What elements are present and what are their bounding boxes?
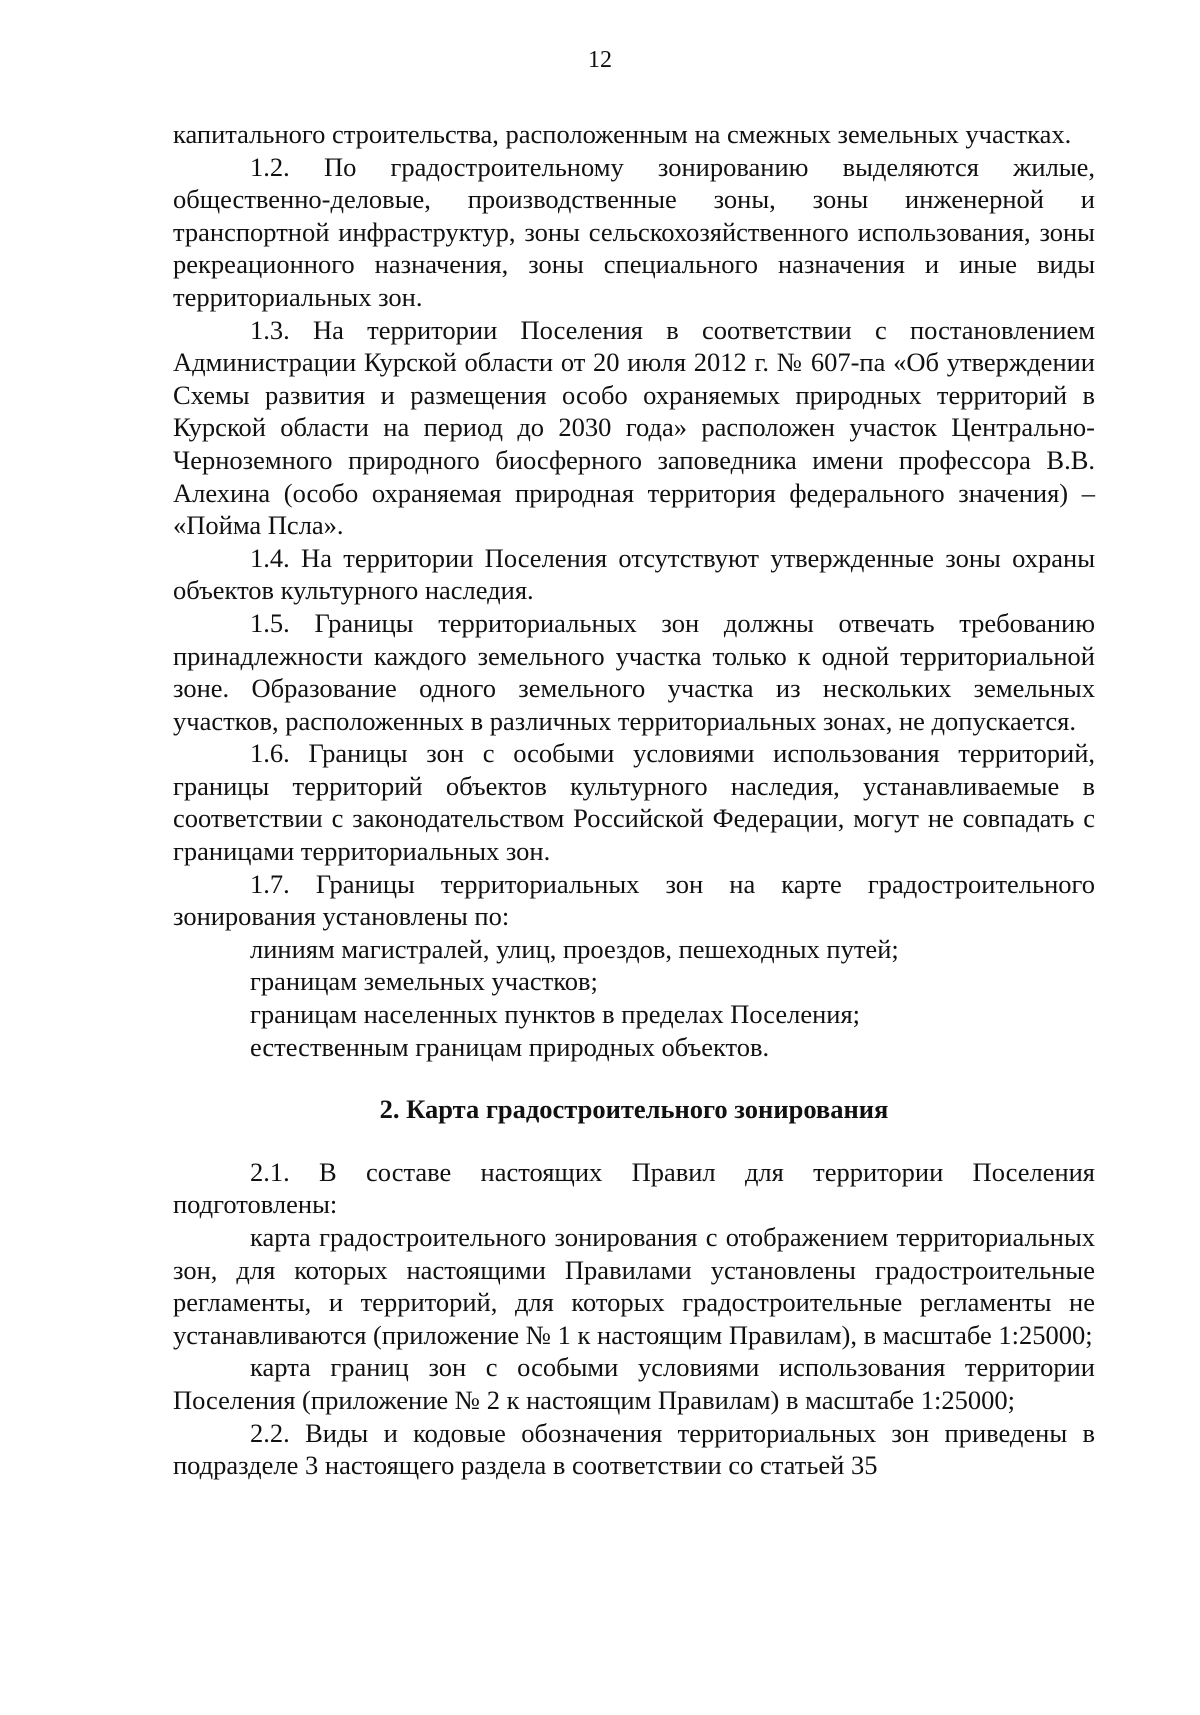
list-item: границам населенных пунктов в пределах Поселения; <box>250 999 861 1030</box>
document-body <box>173 118 1095 1482</box>
paragraph-1-4: 1.4. На территории Поселения отсутствуют утвержденные зоны охраны объектов культурного наследия. <box>173 542 1095 606</box>
paragraph-continuation: капитального строительства, расположенным на смежных земельных участках. <box>173 119 1072 149</box>
list-item: границам земельных участков; <box>250 966 598 997</box>
paragraph-1-7: 1.7. Границы территориальных зон на карте градостроительного зонирования установлены по: <box>173 868 1095 932</box>
paragraph-2-1: 2.1. В составе настоящих Правил для территории Поселения подготовлены: <box>173 1156 1095 1220</box>
paragraph-2-2: 2.2. Виды и кодовые обозначения территориальных зон приведены в подразделе 3 настоящего раздела в соответствии со статьей 35 <box>173 1417 1095 1481</box>
page-number: 12 <box>588 47 612 73</box>
section-heading: 2. Карта градостроительного зонирования <box>379 1094 889 1125</box>
paragraph-1-2: 1.2. По градостроительному зонированию выделяются жилые, общественно-деловые, производственные зоны, зоны инженерной и транспортной инфраструктур, зоны сельскохозяйственного использования, зоны рекреационного назначения, зоны специального назначения и иные виды территориальных зон. <box>173 151 1095 312</box>
paragraph-map-zones: карта границ зон с особыми условиями использования территории Поселения (приложение № 2 к настоящим Правилам) в масштабе 1:25000; <box>173 1352 1095 1415</box>
paragraph-1-3: 1.3. На территории Поселения в соответствии с постановлением Администрации Курской области от 20 июля 2012 г. № 607-па «Об утверждении Схемы развития и размещения особо охраняемых природных территорий в Курской области на период до 2030 года» расположен участок Центрально-Черноземного природного биосферного заповедника имени профессора В.В. Алехина (особо охраняемая природная территория федерального значения) – «Пойма Псла». <box>173 314 1095 541</box>
list-item: естественным границам природных объектов. <box>250 1031 770 1062</box>
paragraph-map-zoning: карта градостроительного зонирования с отображением территориальных зон, для которых настоящими Правилами установлены градостроительные регламенты, и территорий, для которых градостроительные регламенты не устанавливаются (приложение № 1 к настоящим Правилам), в масштабе 1:25000; <box>173 1222 1095 1350</box>
paragraph-1-5: 1.5. Границы территориальных зон должны отвечать требованию принадлежности каждого земельного участка только к одной территориальной зоне. Образование одного земельного участка из нескольких земельных участков, расположенных в различных территориальных зонах, не допускается. <box>173 607 1095 736</box>
list-item: линиям магистралей, улиц, проездов, пешеходных путей; <box>250 933 899 964</box>
paragraph-1-6: 1.6. Границы зон с особыми условиями использования территорий, границы территорий объектов культурного наследия, устанавливаемые в соответствии с законодательством Российской Федерации, могут не совпадать с границами территориальных зон. <box>173 738 1095 867</box>
